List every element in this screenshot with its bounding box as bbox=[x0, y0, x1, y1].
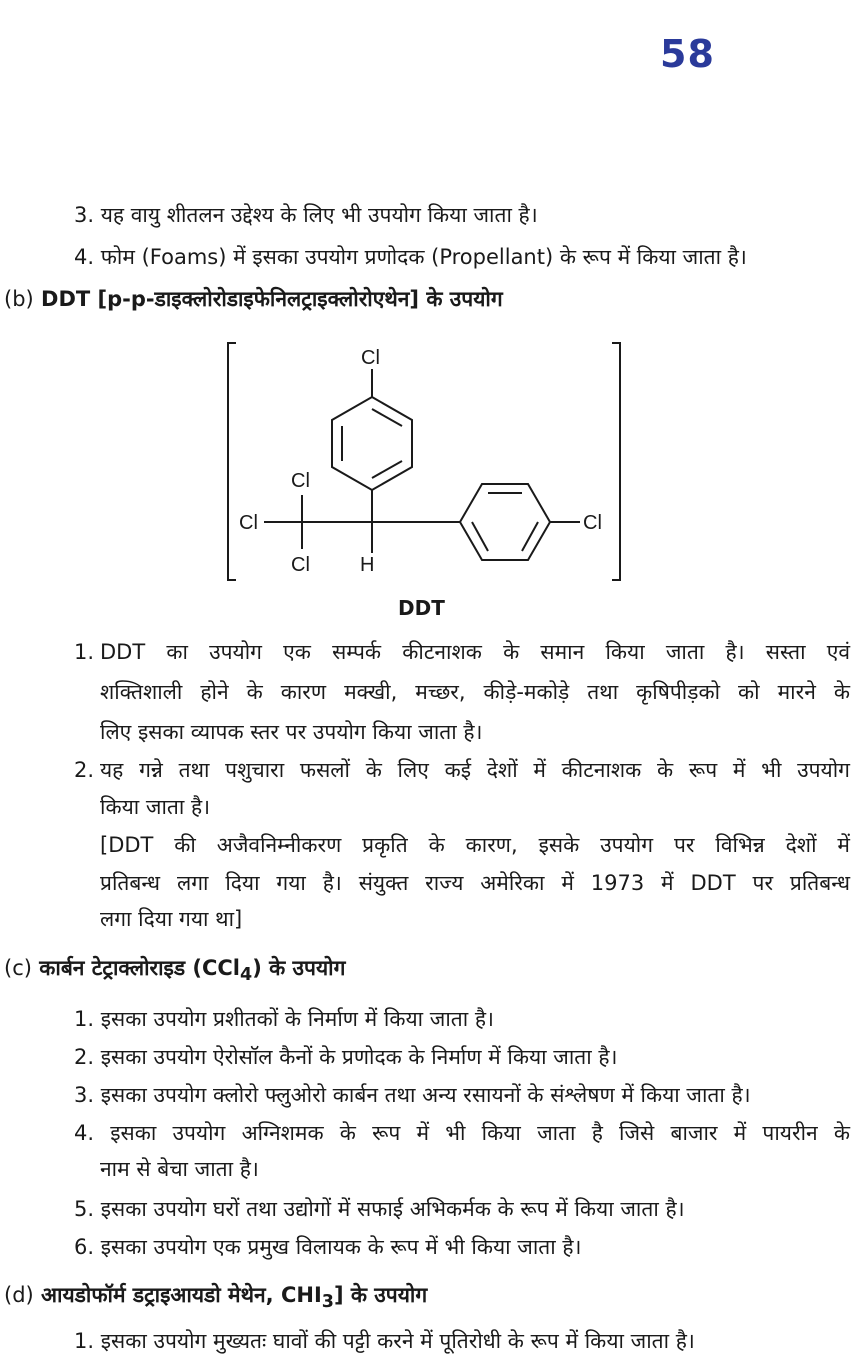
section-b-item-1-line-3: लिए इसका व्यापक स्तर पर उपयोग किया जाता है। bbox=[100, 720, 483, 744]
intro-item-3: 3. यह वायु शीतलन उद्देश्य के लिए भी उपयोग किया जाता है। bbox=[74, 203, 538, 227]
section-c-subscript: 4 bbox=[240, 965, 253, 986]
section-c-item-6: 6. इसका उपयोग एक प्रमुख विलायक के रूप में भी किया जाता है। bbox=[74, 1235, 582, 1259]
section-b-heading bbox=[4, 284, 503, 314]
top-benzene-ring bbox=[332, 397, 412, 490]
section-c-title-before: कार्बन टेट्राक्लोराइड (CCl bbox=[39, 956, 241, 980]
note-line-2: प्रतिबन्ध लगा दिया गया है। संयुक्त राज्य अमेरिका में 1973 में DDT पर प्रतिबन्ध bbox=[100, 871, 850, 895]
section-b-item-1-number: 1. bbox=[74, 640, 95, 664]
ddt-structure-diagram bbox=[220, 335, 640, 590]
atom-label-left-cl: Cl bbox=[239, 512, 258, 534]
atom-label-right-cl: Cl bbox=[583, 512, 602, 534]
note-line-3: लगा दिया गया था] bbox=[100, 907, 243, 931]
section-d-item-1: 1. इसका उपयोग मुख्यतः घावों की पट्टी करने में पूतिरोधी के रूप में किया जाता है। bbox=[74, 1329, 695, 1353]
left-bracket bbox=[228, 343, 236, 580]
section-b-item-1-line-2: शक्तिशाली होने के कारण मक्खी, मच्छर, कीड़े-मकोड़े तथा कृषिपीड़को को मारने के bbox=[100, 680, 850, 704]
section-b-item-1-line-1: DDT का उपयोग एक सम्पर्क कीटनाशक के समान किया जाता है। सस्ता एवं bbox=[100, 640, 850, 664]
page-number: 58 bbox=[660, 32, 715, 76]
section-b-item-2-number: 2. bbox=[74, 758, 95, 782]
atom-label-h: H bbox=[360, 554, 375, 576]
section-b-item-2-line-2: किया जाता है। bbox=[100, 795, 211, 819]
right-bracket bbox=[612, 343, 620, 580]
section-c-item-3: 3. इसका उपयोग क्लोरो फ्लुओरो कार्बन तथा अन्य रसायनों के संश्लेषण में किया जाता है। bbox=[74, 1083, 751, 1107]
section-c-prefix: (c) bbox=[4, 956, 32, 980]
right-benzene-ring bbox=[460, 484, 550, 560]
section-c-title-after: ) के उपयोग bbox=[252, 956, 346, 980]
section-c-item-4-line-1: 4. इसका उपयोग अग्निशमक के रूप में भी किया जाता है जिसे बाजार में पायरीन के bbox=[74, 1121, 850, 1145]
intro-item-4: 4. फोम (Foams) में इसका उपयोग प्रणोदक (Propellant) के रूप में किया जाता है। bbox=[74, 245, 747, 269]
section-c-item-1: 1. इसका उपयोग प्रशीतकों के निर्माण में किया जाता है। bbox=[74, 1007, 494, 1031]
atom-label-lower-cl: Cl bbox=[291, 554, 310, 576]
section-b-item-2-line-1: यह गन्ने तथा पशुचारा फसलों के लिए कई देशों में कीटनाशक के रूप में भी उपयोग bbox=[100, 758, 850, 782]
section-d-title-before: आयडोफॉर्म डट्राइआयडो मेथेन, CHI bbox=[41, 1283, 322, 1307]
section-d-subscript: 3 bbox=[321, 1292, 334, 1313]
section-c-item-4-line-2: नाम से बेचा जाता है। bbox=[100, 1157, 259, 1181]
section-c-item-5: 5. इसका उपयोग घरों तथा उद्योगों में सफाई अभिकर्मक के रूप में किया जाता है। bbox=[74, 1197, 685, 1221]
atom-label-top-cl: Cl bbox=[361, 347, 380, 369]
section-d-prefix: (d) bbox=[4, 1283, 34, 1307]
atom-label-upper-cl: Cl bbox=[291, 470, 310, 492]
section-d-title-after: ] के उपयोग bbox=[333, 1283, 428, 1307]
section-d-heading bbox=[4, 1280, 427, 1317]
note-line-1: [DDT की अजैवनिम्नीकरण प्रकृति के कारण, इसके उपयोग पर विभिन्न देशों में bbox=[100, 833, 850, 857]
section-b-title: DDT [p-p-डाइक्लोरोडाइफेनिलट्राइक्लोरोएथेन] के उपयोग bbox=[41, 287, 503, 311]
section-c-heading bbox=[4, 953, 345, 990]
structure-caption: DDT bbox=[398, 596, 445, 620]
section-c-item-2: 2. इसका उपयोग ऐरोसॉल कैनों के प्रणोदक के निर्माण में किया जाता है। bbox=[74, 1045, 618, 1069]
section-b-prefix: (b) bbox=[4, 287, 34, 311]
